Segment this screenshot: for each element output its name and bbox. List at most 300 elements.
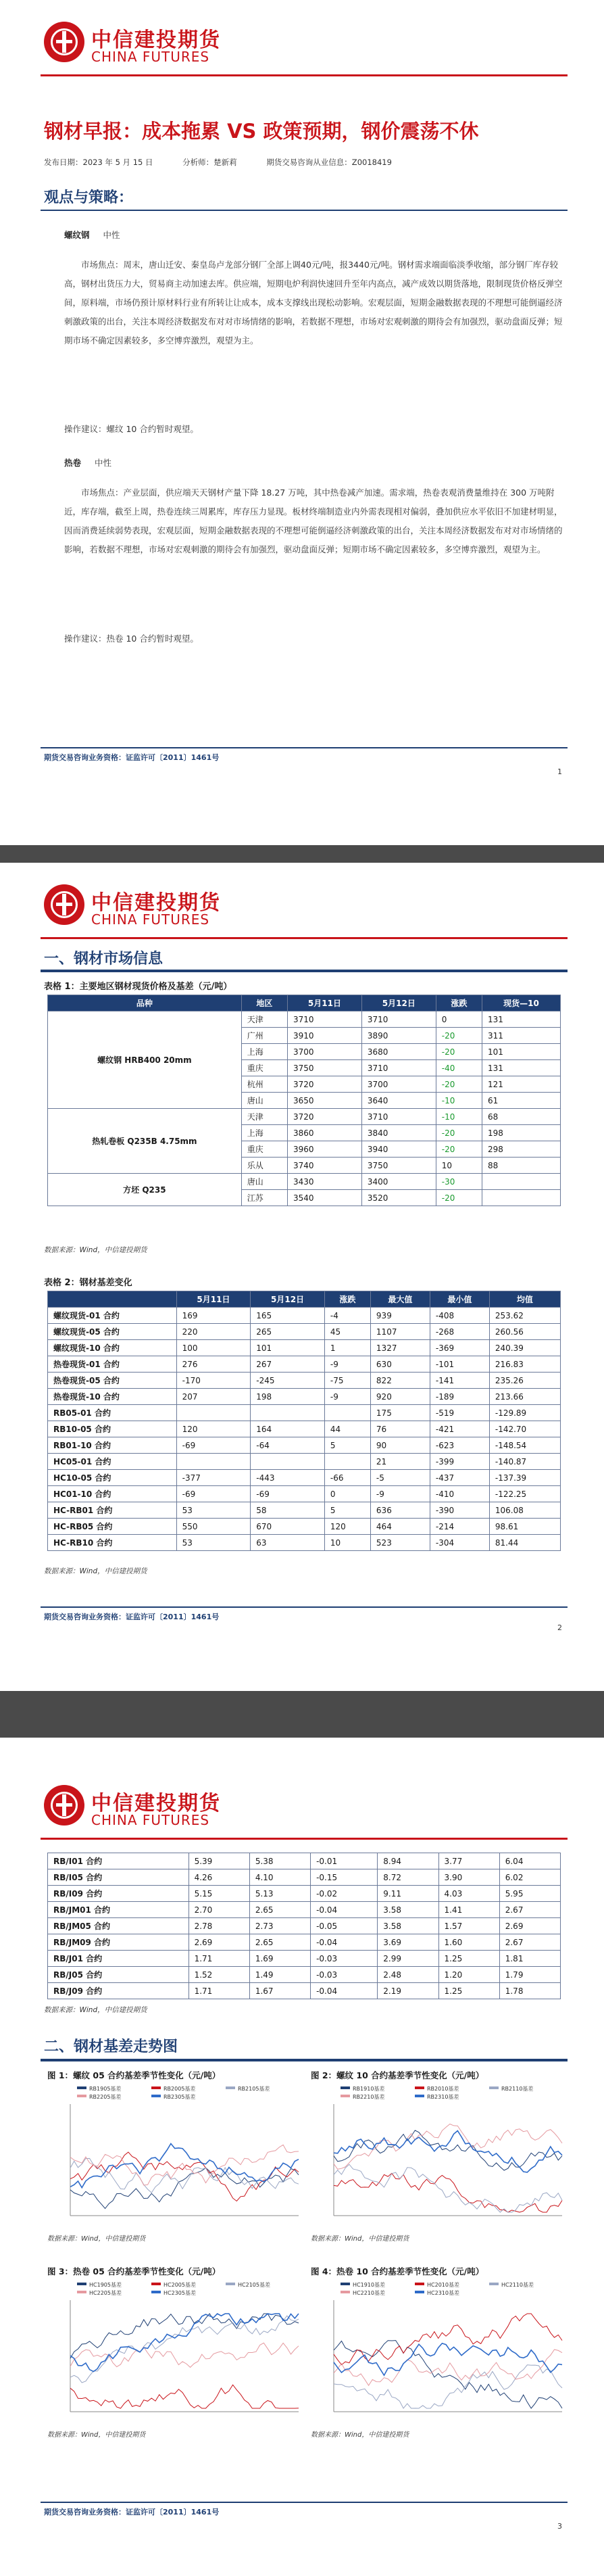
table-cell: -148.54	[489, 1437, 560, 1454]
column-header: 均值	[489, 1291, 560, 1308]
table-cell: -437	[430, 1470, 489, 1486]
table-cell: 5.13	[249, 1886, 310, 1902]
table-cell: -0.04	[311, 1934, 378, 1951]
table-cell: 175	[370, 1405, 430, 1421]
hc-paragraph: 市场焦点：产业层面，供应端天天钢材产量下降 18.27 万吨，其中热卷减产加速。需求端，热卷表观消费量维持在 300 万吨附近，库存端，截至上周，热卷连续三周累库，库存压力显现。板材终端制造业内外需表现相对偏弱，叠加供应水平依旧不加建材明显，因而消费延续弱势表现，宏观层面，短期金融数据表现的不理想可能倒逼经济刺激政策的出台，关注本周经济数据发布对对市场情绪的影响，若数据不理想，市场对宏观刺激的期待会有加强烈，驱动盘面反弹；短期市场不确定因素较多，多空博弈激烈，观望为主。	[64, 487, 563, 554]
series-line	[70, 2385, 299, 2408]
publish-date: 发布日期：2023 年 5 月 15 日	[44, 158, 153, 167]
seasonal-basis-chart	[47, 2280, 304, 2425]
table-cell: -20	[436, 1028, 482, 1044]
table-cell: 5.39	[188, 1853, 249, 1869]
row-label: RB/I09 合约	[48, 1886, 189, 1902]
legend-swatch	[151, 2095, 161, 2097]
table-cell: 1.79	[499, 1967, 560, 1983]
row-label: 热卷现货-01 合约	[48, 1356, 177, 1373]
table-cell: 1.57	[438, 1918, 499, 1934]
table-cell: 101	[482, 1044, 560, 1060]
series-line	[334, 2365, 562, 2408]
table-cell: 636	[370, 1502, 430, 1519]
legend-swatch	[415, 2283, 424, 2285]
table-cell: 1.81	[499, 1951, 560, 1967]
table-cell: 2.73	[249, 1918, 310, 1934]
column-header: 地区	[241, 995, 287, 1011]
table-cell: 1.25	[438, 1951, 499, 1967]
table-cell: -421	[430, 1421, 489, 1437]
table-cell: 1327	[370, 1340, 430, 1356]
table-header-row	[48, 995, 561, 1011]
row-label: HC-RB05 合约	[48, 1519, 177, 1535]
section-heading-basis-charts: 二、钢材基差走势图	[44, 2038, 178, 2055]
table-cell: -20	[436, 1141, 482, 1158]
row-label: HC01-10 合约	[48, 1486, 177, 1502]
table-cell: -214	[430, 1519, 489, 1535]
section-rule	[41, 2059, 568, 2061]
series-line	[70, 2168, 299, 2208]
table-cell: 165	[251, 1308, 325, 1324]
table-cell: 198	[482, 1125, 560, 1141]
table-cell: -20	[436, 1076, 482, 1093]
table-row	[48, 1308, 561, 1324]
table-cell: -399	[430, 1454, 489, 1470]
table-cell: 5.15	[188, 1886, 249, 1902]
chart-title: 图 4：热卷 10 合约基差季节性变化（元/吨）	[311, 2266, 484, 2276]
table-cell: 253.62	[489, 1308, 560, 1324]
table-cell: 45	[324, 1324, 370, 1340]
table-row	[48, 1454, 561, 1470]
legend-swatch	[226, 2086, 235, 2089]
legend-label: RB2105基差	[238, 2086, 270, 2092]
row-label: HC10-05 合约	[48, 1470, 177, 1486]
table-cell: -140.87	[489, 1454, 560, 1470]
table-cell: 53	[176, 1502, 251, 1519]
legend-label: HC2005基差	[163, 2282, 196, 2288]
table-row	[48, 1519, 561, 1535]
brand-name-cn: 中信建投期货	[91, 28, 221, 52]
table-row	[48, 1421, 561, 1437]
table-cell: -40	[436, 1060, 482, 1076]
table-cell: -122.25	[489, 1486, 560, 1502]
product-cell: 方坯 Q235	[48, 1174, 242, 1206]
table-cell: 1	[324, 1340, 370, 1356]
table-cell: 98.61	[489, 1519, 560, 1535]
row-label: HC05-01 合约	[48, 1454, 177, 1470]
series-line	[334, 2343, 562, 2375]
table-cell: -30	[436, 1174, 482, 1190]
table-cell: 3840	[361, 1125, 436, 1141]
table-cell: 0	[324, 1486, 370, 1502]
table-cell: 天津	[241, 1109, 287, 1125]
product-cell: 螺纹钢 HRB400 20mm	[48, 1011, 242, 1109]
table-cell: -64	[251, 1437, 325, 1454]
table-row	[48, 1967, 561, 1983]
table-row	[48, 1109, 561, 1125]
table-cell: -10	[436, 1093, 482, 1109]
table-cell: 2.69	[499, 1918, 560, 1934]
chart-1	[47, 2069, 304, 2245]
table-cell: 1107	[370, 1324, 430, 1340]
rebar-label: 螺纹钢	[64, 230, 90, 240]
column-header: 5月12日	[251, 1291, 325, 1308]
table-cell: 8.72	[378, 1869, 438, 1886]
table-cell: -69	[176, 1486, 251, 1502]
table-cell: 2.19	[378, 1983, 438, 1999]
table-cell: 重庆	[241, 1141, 287, 1158]
column-header: 品种	[48, 995, 242, 1011]
table-cell: 2.67	[499, 1934, 560, 1951]
table-cell: -69	[176, 1437, 251, 1454]
report-meta	[44, 157, 419, 168]
chart-title: 图 3：热卷 05 合约基差季节性变化（元/吨）	[47, 2266, 221, 2276]
table-cell: -0.03	[311, 1951, 378, 1967]
seasonal-basis-chart	[47, 2084, 304, 2229]
table-cell: 21	[370, 1454, 430, 1470]
table-cell: 3680	[361, 1044, 436, 1060]
table-cell	[482, 1174, 560, 1190]
table-row	[48, 1011, 561, 1028]
report-page-2	[0, 863, 604, 1691]
footer-license: 期货交易咨询业务资格：证监许可〔2011〕1461号	[44, 753, 220, 762]
legend-swatch	[77, 2086, 86, 2089]
footer-rule	[41, 2502, 568, 2503]
series-line	[70, 2158, 299, 2193]
table-cell	[176, 1405, 251, 1421]
table-cell: -377	[176, 1470, 251, 1486]
row-label: 热卷现货-05 合约	[48, 1373, 177, 1389]
product-cell: 热轧卷板 Q235B 4.75mm	[48, 1109, 242, 1174]
table-cell: 58	[251, 1502, 325, 1519]
legend-swatch	[77, 2283, 86, 2285]
table-cell: 88	[482, 1158, 560, 1174]
page-number: 1	[557, 767, 562, 776]
table-cell: 100	[176, 1340, 251, 1356]
table-cell: 550	[176, 1519, 251, 1535]
table-row	[48, 1535, 561, 1551]
brand-emblem-icon	[44, 1785, 84, 1826]
row-label: HC-RB01 合约	[48, 1502, 177, 1519]
brand-logo	[44, 22, 220, 66]
table-cell: -9	[324, 1356, 370, 1373]
table-cell: 3720	[287, 1109, 361, 1125]
table-cell: 3740	[287, 1158, 361, 1174]
table-cell: -0.15	[311, 1869, 378, 1886]
table-cell: 4.26	[188, 1869, 249, 1886]
footer-license: 期货交易咨询业务资格：证监许可〔2011〕1461号	[44, 2508, 220, 2517]
table-cell: 68	[482, 1109, 560, 1125]
row-label: RB10-05 合约	[48, 1421, 177, 1437]
license-no: 期货交易咨询从业信息：Z0018419	[266, 158, 392, 167]
table-cell: 4.03	[438, 1886, 499, 1902]
table-cell: 0	[436, 1011, 482, 1028]
table-cell: 8.94	[378, 1853, 438, 1869]
table-cell: -4	[324, 1308, 370, 1324]
row-label: 热卷现货-10 合约	[48, 1389, 177, 1405]
legend-swatch	[489, 2283, 499, 2285]
table-cell: -9	[324, 1389, 370, 1405]
table-cell: -369	[430, 1340, 489, 1356]
row-label: RB/J09 合约	[48, 1983, 189, 1999]
table-cell: 2.65	[249, 1934, 310, 1951]
column-header: 最大值	[370, 1291, 430, 1308]
table-cell: 9.11	[378, 1886, 438, 1902]
legend-label: RB2305基差	[163, 2094, 196, 2100]
table-row	[48, 1886, 561, 1902]
table-cell: 3960	[287, 1141, 361, 1158]
table-cell: 220	[176, 1324, 251, 1340]
chart-4	[311, 2265, 568, 2441]
legend-label: HC2205基差	[89, 2290, 122, 2296]
legend-swatch	[151, 2283, 161, 2285]
column-header: 涨跌	[324, 1291, 370, 1308]
table-cell: 3710	[361, 1109, 436, 1125]
table2-source: 数据来源：Wind，中信建投期货	[44, 1567, 147, 1575]
table-cell: 3540	[287, 1190, 361, 1206]
rebar-view-value: 中性	[103, 230, 120, 240]
table-cell: 81.44	[489, 1535, 560, 1551]
table-cell: 276	[176, 1356, 251, 1373]
table-cell: -410	[430, 1486, 489, 1502]
brand-emblem-icon	[44, 884, 84, 925]
table-cell: 6.02	[499, 1869, 560, 1886]
series-line	[334, 2131, 562, 2172]
row-label: RB/I05 合约	[48, 1869, 189, 1886]
table-cell: 3860	[287, 1125, 361, 1141]
table-cell: 121	[482, 1076, 560, 1093]
table-cell: -0.05	[311, 1918, 378, 1934]
spot-price-table	[47, 995, 561, 1206]
row-label: RB/JM09 合约	[48, 1934, 189, 1951]
table-cell: -0.03	[311, 1967, 378, 1983]
table-cell: 3520	[361, 1190, 436, 1206]
table-cell: 3.90	[438, 1869, 499, 1886]
legend-swatch	[77, 2291, 86, 2293]
table-cell: 2.65	[249, 1902, 310, 1918]
table-cell: 10	[324, 1535, 370, 1551]
series-line	[334, 2130, 562, 2170]
table-cell: 3650	[287, 1093, 361, 1109]
table-row	[48, 1340, 561, 1356]
table-cell: 3700	[361, 1076, 436, 1093]
table-cell: 5.38	[249, 1853, 310, 1869]
column-header: 5月12日	[361, 995, 436, 1011]
table-cell: 1.71	[188, 1951, 249, 1967]
legend-label: RB2110基差	[501, 2086, 534, 2092]
table-cell: 杭州	[241, 1076, 287, 1093]
table-cell: 5.95	[499, 1886, 560, 1902]
table-row	[48, 1486, 561, 1502]
table-cell: -142.70	[489, 1421, 560, 1437]
brand-name-cn: 中信建投期货	[91, 1792, 221, 1815]
legend-swatch	[226, 2283, 235, 2285]
table-row	[48, 1356, 561, 1373]
legend-label: HC2210基差	[353, 2290, 385, 2296]
legend-label: HC1905基差	[89, 2282, 122, 2288]
table-cell: 乐从	[241, 1158, 287, 1174]
footer-license: 期货交易咨询业务资格：证监许可〔2011〕1461号	[44, 1613, 220, 1621]
legend-label: RB2010基差	[427, 2086, 459, 2092]
legend-swatch	[341, 2086, 350, 2089]
table-cell: 1.69	[249, 1951, 310, 1967]
row-label: 螺纹现货-01 合约	[48, 1308, 177, 1324]
report-page-1	[0, 0, 604, 845]
table-cell: 3.58	[378, 1918, 438, 1934]
table-cell: -20	[436, 1190, 482, 1206]
legend-label: RB1905基差	[89, 2086, 122, 2092]
table-cell: -20	[436, 1044, 482, 1060]
table-cell: 822	[370, 1373, 430, 1389]
table-cell: 3710	[287, 1011, 361, 1028]
legend-label: HC2010基差	[427, 2282, 459, 2288]
rebar-paragraph: 市场焦点：周末，唐山迁安、秦皇岛卢龙部分钢厂全部上调40元/吨，报3440元/吨。钢材需求端面临淡季收缩，部分钢厂库存较高，钢材出货压力大，贸易商主动加速去库。供应端，短期电炉利润快速回升至年内高点，减产成效以期货落地，限制现货价格反弹空间，原料端，市场仍预计原材料行业有所转让让成本，成本支撑线出现松动影响。宏观层面，短期金融数据表现的不理想可能倒逼经济刺激政策的出台，关注本周经济数据发布对对市场情绪的影响，若数据不理想，市场对宏观刺激的期待会有加强烈，驱动盘面反弹；短期市场不确定因素较多，多空博弈激烈，观望为主。	[64, 260, 563, 345]
table1-source: 数据来源：Wind，中信建投期货	[44, 1246, 147, 1254]
table-cell: 61	[482, 1093, 560, 1109]
table-cell: 53	[176, 1535, 251, 1551]
header-rule	[41, 937, 568, 939]
table-cell: -137.39	[489, 1470, 560, 1486]
table-cell: 唐山	[241, 1174, 287, 1190]
row-label: 螺纹现货-10 合约	[48, 1340, 177, 1356]
table-cell: 3750	[287, 1060, 361, 1076]
table-cell	[324, 1405, 370, 1421]
table-cell: 265	[251, 1324, 325, 1340]
section-rule	[41, 970, 568, 972]
column-header	[48, 1291, 177, 1308]
rebar-view	[64, 229, 120, 241]
table-cell: 1.20	[438, 1967, 499, 1983]
table-cell: 267	[251, 1356, 325, 1373]
series-line	[334, 2314, 562, 2365]
table-cell: -408	[430, 1308, 489, 1324]
table-row	[48, 1405, 561, 1421]
legend-label: HC2305基差	[163, 2290, 196, 2296]
table-cell: -0.02	[311, 1886, 378, 1902]
table-cell: 106.08	[489, 1502, 560, 1519]
table-cell: 260.56	[489, 1324, 560, 1340]
legend-label: RB2310基差	[427, 2094, 459, 2100]
analyst: 分析师：楚新莉	[182, 158, 237, 167]
row-label: RB01-10 合约	[48, 1437, 177, 1454]
series-line	[70, 2343, 299, 2367]
table-cell: 3700	[287, 1044, 361, 1060]
row-label: RB/I01 合约	[48, 1853, 189, 1869]
report-page-3	[0, 1738, 604, 2576]
table-cell: 3710	[361, 1011, 436, 1028]
table-cell	[251, 1454, 325, 1470]
table-cell: 120	[324, 1519, 370, 1535]
table-row	[48, 1389, 561, 1405]
table-cell: 3750	[361, 1158, 436, 1174]
chart-source: 数据来源：Wind，中信建投期货	[311, 2431, 409, 2439]
row-label: RB/J01 合约	[48, 1951, 189, 1967]
table-cell: 3430	[287, 1174, 361, 1190]
table-cell: 44	[324, 1421, 370, 1437]
table-cell: -390	[430, 1502, 489, 1519]
legend-swatch	[415, 2291, 424, 2293]
table-cell: 920	[370, 1389, 430, 1405]
table-cell	[482, 1190, 560, 1206]
table-cell: 240.39	[489, 1340, 560, 1356]
table-cell: 1.71	[188, 1983, 249, 1999]
table-cell: -20	[436, 1125, 482, 1141]
hc-view-value: 中性	[95, 458, 112, 468]
table-cell: -66	[324, 1470, 370, 1486]
table-cell: -443	[251, 1470, 325, 1486]
brand-emblem-icon	[44, 22, 84, 62]
table-cell: -101	[430, 1356, 489, 1373]
column-header: 5月11日	[176, 1291, 251, 1308]
table-cell: 2.67	[499, 1902, 560, 1918]
table-cell: 1.60	[438, 1934, 499, 1951]
table-cell: 235.26	[489, 1373, 560, 1389]
table-cell: 169	[176, 1308, 251, 1324]
series-line	[70, 2144, 299, 2188]
chart-2	[311, 2069, 568, 2245]
table-row	[48, 1951, 561, 1967]
table-cell: 1.67	[249, 1983, 310, 1999]
table-cell: 311	[482, 1028, 560, 1044]
table-cell: 3.58	[378, 1902, 438, 1918]
page-number: 2	[557, 1623, 562, 1632]
seasonal-basis-chart	[311, 2280, 568, 2425]
legend-label: RB1910基差	[353, 2086, 385, 2092]
footer-rule	[41, 747, 568, 748]
legend-label: HC1910基差	[353, 2282, 385, 2288]
table-cell: 207	[176, 1389, 251, 1405]
chart-source: 数据来源：Wind，中信建投期货	[311, 2235, 409, 2243]
table-cell: -268	[430, 1324, 489, 1340]
section-rule	[41, 210, 568, 211]
brand-logo	[44, 884, 220, 929]
row-label: RB/JM01 合约	[48, 1902, 189, 1918]
table-cell: 3.77	[438, 1853, 499, 1869]
row-label: HC-RB10 合约	[48, 1535, 177, 1551]
table-cell: -75	[324, 1373, 370, 1389]
table-cell: 广州	[241, 1028, 287, 1044]
legend-label: RB2210基差	[353, 2094, 385, 2100]
legend-swatch	[341, 2283, 350, 2285]
basis-table	[47, 1291, 561, 1551]
table-cell: 464	[370, 1519, 430, 1535]
table-cell: -141	[430, 1373, 489, 1389]
legend-swatch	[415, 2095, 424, 2097]
rebar-advice: 操作建议：螺纹 10 合约暂时观望。	[64, 424, 199, 434]
table-cell: -304	[430, 1535, 489, 1551]
chart-3	[47, 2265, 304, 2441]
table-row	[48, 1853, 561, 1869]
table-cell: 90	[370, 1437, 430, 1454]
hc-advice: 操作建议：热卷 10 合约暂时观望。	[64, 634, 199, 644]
table-cell: 重庆	[241, 1060, 287, 1076]
table-cell: 523	[370, 1535, 430, 1551]
table-cell: 3940	[361, 1141, 436, 1158]
column-header: 最小值	[430, 1291, 489, 1308]
chart-title: 图 1：螺纹 05 合约基差季节性变化（元/吨）	[47, 2070, 221, 2080]
table-cell: 4.10	[249, 1869, 310, 1886]
table-cell	[176, 1454, 251, 1470]
chart-source: 数据来源：Wind，中信建投期货	[47, 2431, 146, 2439]
table-cell: -69	[251, 1486, 325, 1502]
table-cell: -170	[176, 1373, 251, 1389]
legend-label: HC2105基差	[238, 2282, 270, 2288]
table-cell: 3910	[287, 1028, 361, 1044]
series-line	[70, 2316, 299, 2383]
table-cell: 2.48	[378, 1967, 438, 1983]
table2-title: 表格 2：钢材基差变化	[44, 1278, 132, 1288]
table-cell: 1.41	[438, 1902, 499, 1918]
seasonal-basis-chart	[311, 2084, 568, 2229]
table-cell: -129.89	[489, 1405, 560, 1421]
section-heading-views: 观点与策略：	[44, 189, 134, 206]
table-cell: 唐山	[241, 1093, 287, 1109]
